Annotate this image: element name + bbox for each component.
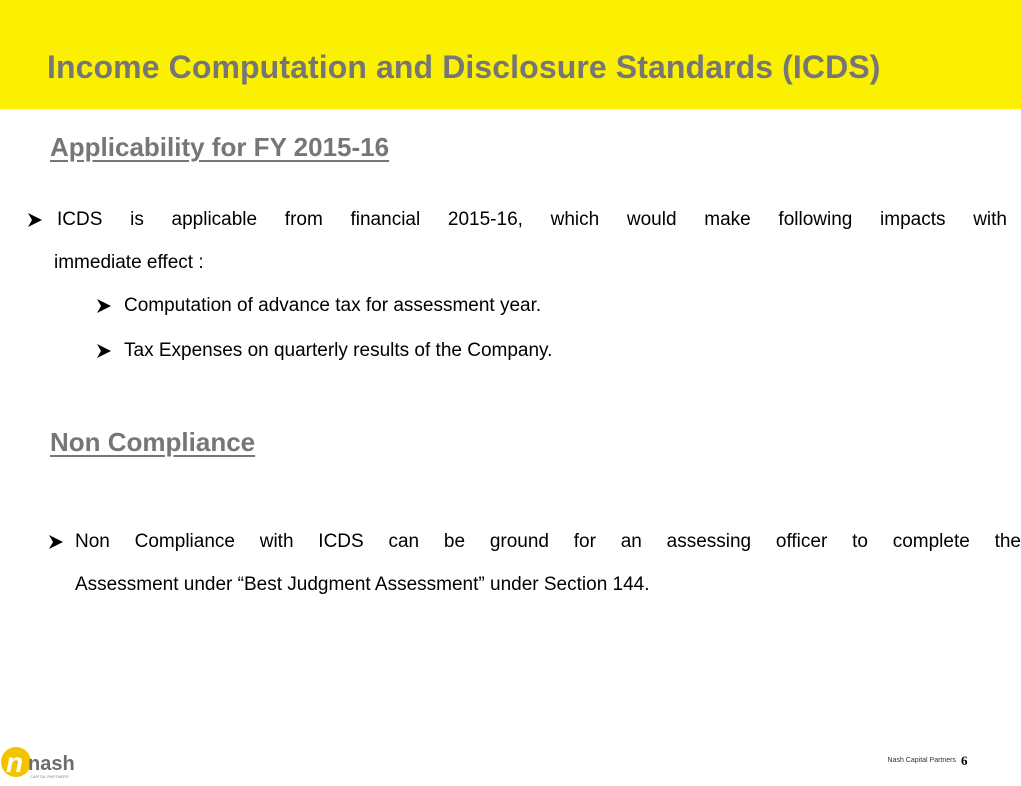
sub-bullet-text: Tax Expenses on quarterly results of the Company. [124, 340, 553, 361]
slide-title: Income Computation and Disclosure Standards (ICDS) [47, 49, 881, 85]
applicability-heading: Applicability for FY 2015-16 [50, 132, 390, 162]
arrow-bullet-icon [96, 284, 112, 327]
arrow-bullet-icon [48, 520, 64, 563]
applicability-bullet-line1: ICDS is applicable from financial 2015-16, which would make following impacts with [57, 209, 1007, 230]
page-number: 6 [961, 753, 968, 768]
sub-bullet [96, 329, 996, 372]
applicability-bullet [27, 198, 1007, 284]
logo-wordmark: nash [28, 753, 75, 775]
nash-logo [0, 742, 100, 781]
non-compliance-bullet-line2: Assessment under “Best Judgment Assessment” under Section 144. [75, 574, 650, 595]
non-compliance-bullet [48, 520, 1021, 606]
non-compliance-bullet-line1: Non Compliance with ICDS can be ground for an assessing officer to complete the [75, 531, 1021, 552]
sub-bullet [96, 284, 996, 327]
sub-bullet-text: Computation of advance tax for assessment year. [124, 295, 542, 316]
logo-tagline: CAPITAL PARTNERS [30, 774, 69, 779]
arrow-bullet-icon [27, 198, 43, 241]
applicability-bullet-line2: immediate effect : [54, 252, 204, 273]
svg-text:n: n [6, 747, 24, 778]
footer-company: Nash Capital Partners [887, 757, 956, 764]
arrow-bullet-icon [96, 329, 112, 372]
non-compliance-heading: Non Compliance [50, 427, 256, 457]
